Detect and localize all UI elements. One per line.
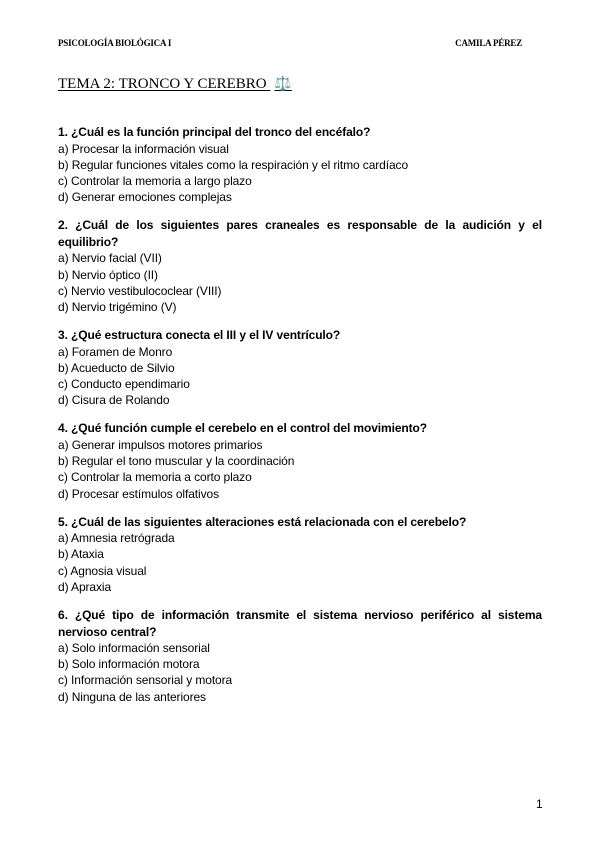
option-a: a) Nervio facial (VII) [58,251,162,266]
option-b: b) Acueducto de Silvio [58,360,175,375]
option-d: d) Nervio trigémino (V) [58,299,177,314]
question-text: 4. ¿Qué función cumple el cerebelo en el control del movimiento? [58,421,428,436]
option-d: d) Generar emociones complejas [58,190,232,205]
balance-scale-icon: ⚖️ [274,77,292,92]
course-header: PSICOLOGÍA BIOLÓGICA I [58,38,172,48]
option-b: b) Nervio óptico (II) [58,267,158,282]
option-d: d) Procesar estímulos olfativos [58,486,219,501]
option-c: c) Controlar la memoria a corto plazo [58,470,252,485]
option-c: c) Agnosia visual [58,563,147,578]
question-text: 6. ¿Qué tipo de información transmite el sistema nervioso periférico al sistema nervioso central? [58,608,542,639]
question-text: 3. ¿Qué estructura conecta el III y el IV ventrículo? [58,328,341,343]
option-b: b) Regular el tono muscular y la coordinación [58,454,295,469]
page-title [58,76,292,93]
option-b: b) Solo información motora [58,657,200,672]
option-a: a) Amnesia retrógrada [58,531,175,546]
option-d: d) Apraxia [58,579,112,594]
option-b: b) Ataxia [58,547,104,562]
option-c: c) Controlar la memoria a largo plazo [58,173,252,188]
question-6 [58,607,542,705]
author-header: CAMILA PÉREZ [455,38,522,48]
option-c: c) Información sensorial y motora [58,673,233,688]
question-1 [58,124,542,205]
option-a: a) Generar impulsos motores primarios [58,437,263,452]
question-3 [58,327,542,408]
question-2 [58,217,542,315]
option-d: d) Cisura de Rolando [58,393,170,408]
option-a: a) Procesar la información visual [58,141,229,156]
question-5 [58,514,542,595]
option-d: d) Ninguna de las anteriores [58,689,206,704]
option-a: a) Solo información sensorial [58,641,210,656]
question-text: 2. ¿Cuál de los siguientes pares craneales es responsable de la audición y el equilibrio? [58,218,542,249]
question-4 [58,420,542,501]
page-number: 1 [536,797,543,811]
option-a: a) Foramen de Monro [58,344,173,359]
question-list [58,124,542,717]
question-text: 5. ¿Cuál de las siguientes alteraciones está relacionada con el cerebelo? [58,514,467,529]
option-c: c) Conducto ependimario [58,377,190,392]
question-text: 1. ¿Cuál es la función principal del tronco del encéfalo? [58,125,371,139]
page-title-text: TEMA 2: TRONCO Y CEREBRO [58,76,267,92]
option-b: b) Regular funciones vitales como la respiración y el ritmo cardíaco [58,157,409,172]
option-c: c) Nervio vestibulococlear (VIII) [58,283,222,298]
